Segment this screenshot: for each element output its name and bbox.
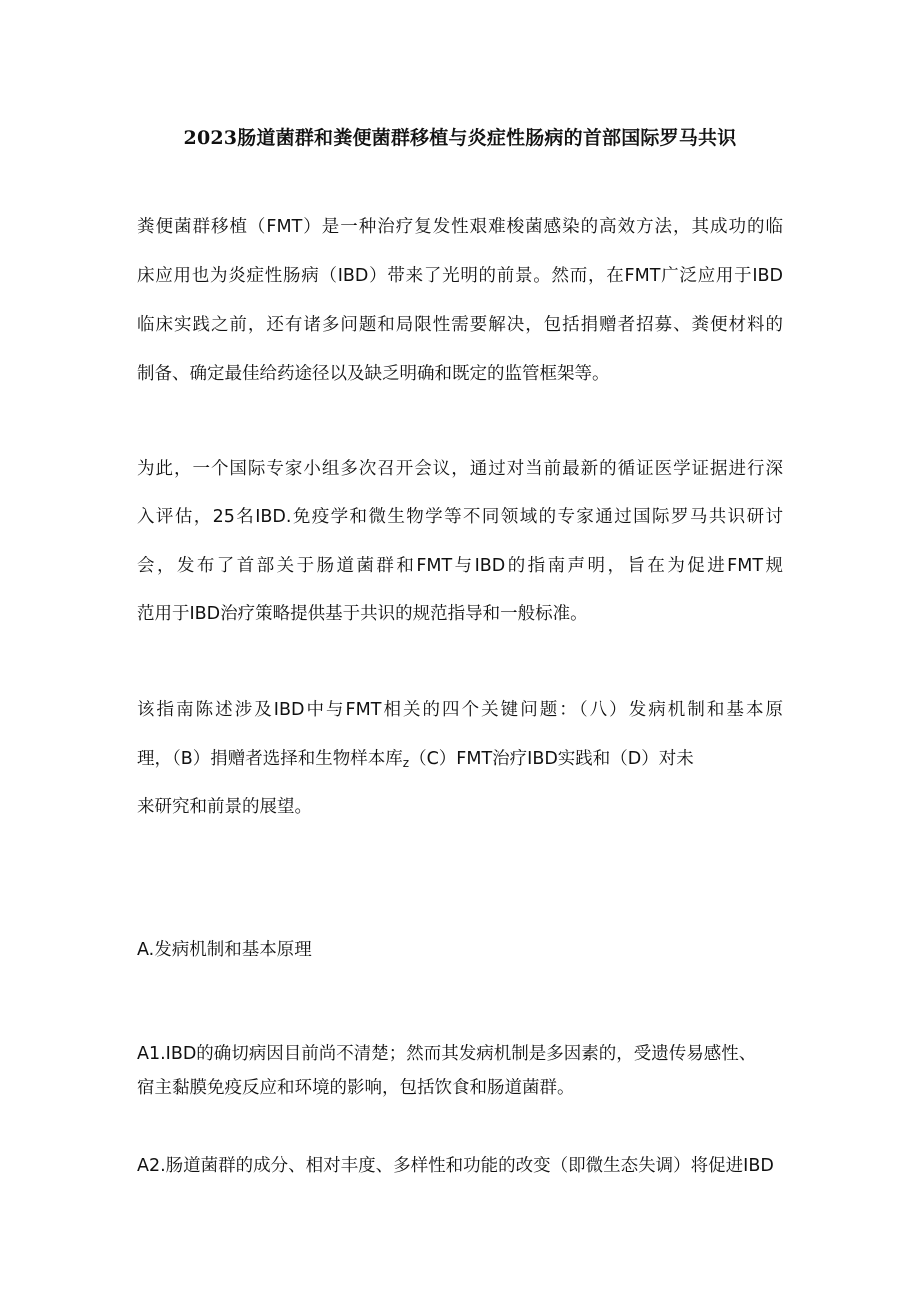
paragraph-2-line-3: 会，发布了首部关于肠道菌群和FMT与IBD的指南声明，旨在为促进FMT规 xyxy=(137,556,783,576)
paragraph-1-line-4: 制备、确定最佳给药途径以及缺乏明确和既定的监管框架等。 xyxy=(137,364,610,384)
item-a1-line-2: 宿主黏膜免疫反应和环境的影响，包括饮食和肠道菌群。 xyxy=(137,1078,575,1098)
paragraph-2-line-2: 入评估，25名IBD.免疫学和微生物学等不同领域的专家通过国际罗马共识研讨 xyxy=(137,507,783,527)
paragraph-3-line-2-subscript: z xyxy=(402,756,410,770)
item-a1-line-1: A1.IBD的确切病因目前尚不清楚；然而其发病机制是多因素的，受遗传易感性、 xyxy=(137,1044,757,1064)
paragraph-3-line-1: 该指南陈述涉及IBD中与FMT相关的四个关键问题：（八）发病机制和基本原 xyxy=(137,700,783,720)
paragraph-1-line-3: 临床实践之前，还有诸多问题和局限性需要解决，包括捐赠者招募、粪便材料的 xyxy=(137,315,783,335)
paragraph-2-line-4: 范用于IBD治疗策略提供基于共识的规范指导和一般标准。 xyxy=(137,604,588,624)
paragraph-3-line-2 xyxy=(137,746,694,776)
paragraph-1-line-1: 粪便菌群移植（FMT）是一种治疗复发性艰难梭菌感染的高效方法，其成功的临 xyxy=(137,217,783,237)
paragraph-1-line-2: 床应用也为炎症性肠病（IBD）带来了光明的前景。然而，在FMT广泛应用于IBD xyxy=(137,266,783,286)
paragraph-3-line-3: 来研究和前景的展望。 xyxy=(137,797,312,817)
document-title: 2023肠道菌群和粪便菌群移植与炎症性肠病的首部国际罗马共识 xyxy=(183,127,737,149)
paragraph-2-line-1: 为此，一个国际专家小组多次召开会议，通过对当前最新的循证医学证据进行深 xyxy=(137,459,783,479)
item-a2-line-1: A2.肠道菌群的成分、相对丰度、多样性和功能的改变（即微生态失调）将促进IBD xyxy=(137,1156,774,1176)
paragraph-3-line-2-part-2: （C）FMT治疗IBD实践和（D）对未 xyxy=(409,749,694,769)
paragraph-3-line-2-part-1: 理，（B）捐赠者选择和生物样本库 xyxy=(137,749,403,769)
section-heading: A.发病机制和基本原理 xyxy=(137,940,312,960)
